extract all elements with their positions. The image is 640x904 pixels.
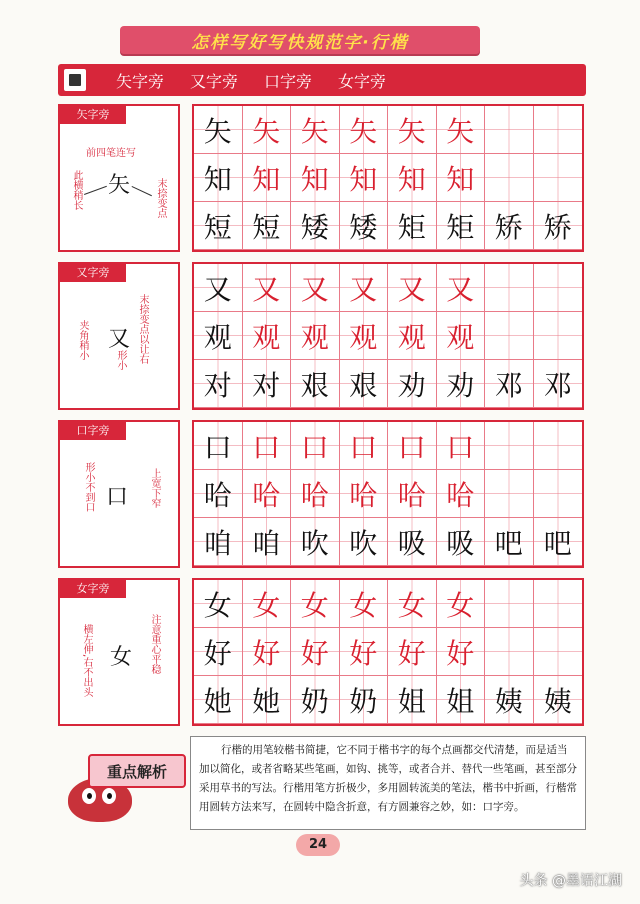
radical-label: 女字旁 bbox=[60, 580, 126, 598]
section-nv-radical bbox=[58, 578, 586, 726]
grid-cell: 邓 bbox=[534, 360, 583, 408]
leader-line bbox=[132, 186, 152, 196]
grid-cell: 她 bbox=[194, 676, 243, 724]
grid-cell bbox=[485, 628, 534, 676]
radical-note: 此横稍长 bbox=[71, 170, 82, 210]
grid-cell bbox=[485, 312, 534, 360]
grid-cell: 吧 bbox=[485, 518, 534, 566]
radical-note: 形小不到口 bbox=[83, 462, 94, 512]
grid-cell: 知 bbox=[194, 154, 243, 202]
grid-cell: 哈 bbox=[291, 470, 340, 518]
grid-cell: 知 bbox=[340, 154, 389, 202]
grid-cell: 矮 bbox=[340, 202, 389, 250]
radical-note: 末捺变点以让右 bbox=[137, 294, 148, 364]
grid-cell: 矢 bbox=[243, 106, 292, 154]
grid-cell: 吸 bbox=[388, 518, 437, 566]
grid-cell bbox=[534, 264, 583, 312]
square-bullet-icon bbox=[64, 69, 86, 91]
grid-cell bbox=[485, 154, 534, 202]
grid-cell: 咱 bbox=[194, 518, 243, 566]
section-you-radical bbox=[58, 262, 586, 410]
grid-cell: 好 bbox=[437, 628, 486, 676]
grid-cell: 艰 bbox=[291, 360, 340, 408]
radical-note: 形小 bbox=[115, 350, 126, 370]
grid-cell: 姐 bbox=[388, 676, 437, 724]
grid-cell: 咱 bbox=[243, 518, 292, 566]
grid-cell: 又 bbox=[388, 264, 437, 312]
grid-cell bbox=[534, 580, 583, 628]
radical-note: 横左伸,右不出头 bbox=[81, 624, 92, 698]
radical-example-char: 又 bbox=[108, 327, 131, 352]
grid-cell: 知 bbox=[437, 154, 486, 202]
grid-cell: 好 bbox=[388, 628, 437, 676]
grid-cell: 观 bbox=[194, 312, 243, 360]
grid-cell: 女 bbox=[340, 580, 389, 628]
grid-cell: 吹 bbox=[291, 518, 340, 566]
grid-cell: 姐 bbox=[437, 676, 486, 724]
grid-cell: 口 bbox=[437, 422, 486, 470]
grid-cell: 姨 bbox=[485, 676, 534, 724]
grid-cell bbox=[534, 106, 583, 154]
grid-cell: 好 bbox=[340, 628, 389, 676]
grid-cell bbox=[534, 154, 583, 202]
grid-cell: 矢 bbox=[291, 106, 340, 154]
key-points-badge bbox=[58, 740, 184, 830]
grid-cell bbox=[534, 628, 583, 676]
grid-cell bbox=[485, 470, 534, 518]
grid-cell: 劝 bbox=[388, 360, 437, 408]
grid-cell: 矫 bbox=[534, 202, 583, 250]
grid-cell bbox=[534, 470, 583, 518]
grid-cell: 劝 bbox=[437, 360, 486, 408]
grid-cell: 又 bbox=[291, 264, 340, 312]
practice-grid bbox=[192, 104, 584, 252]
grid-cell: 吸 bbox=[437, 518, 486, 566]
key-points-text: 行楷的用笔较楷书简捷，它不同于楷书字的每个点画都交代清楚，而是适当加以简化，或者省略某些笔画，如钩、挑等，或者合并、替代一些笔画，甚至部分采用草书的写法。行楷用笔方折极少，多用圆转流美的笔法，楷书中折画，行楷常用圆转方法来写，在圆转中隐含折意，有方圆兼容之妙，如：口字旁。 bbox=[190, 736, 586, 830]
grid-cell: 观 bbox=[388, 312, 437, 360]
leader-line bbox=[84, 186, 107, 195]
grid-cell: 知 bbox=[243, 154, 292, 202]
header-tab-2: 又字旁 bbox=[190, 71, 239, 91]
book-title-banner bbox=[120, 26, 480, 54]
grid-cell: 口 bbox=[291, 422, 340, 470]
radical-explanation-box bbox=[58, 262, 180, 410]
radical-label: 矢字旁 bbox=[60, 106, 126, 124]
grid-cell: 又 bbox=[437, 264, 486, 312]
grid-cell: 对 bbox=[243, 360, 292, 408]
grid-cell: 哈 bbox=[388, 470, 437, 518]
grid-cell: 对 bbox=[194, 360, 243, 408]
radical-explanation-box bbox=[58, 578, 180, 726]
grid-cell: 矢 bbox=[437, 106, 486, 154]
grid-cell: 口 bbox=[388, 422, 437, 470]
radical-note: 上宽下窄 bbox=[149, 468, 160, 508]
grid-cell: 观 bbox=[437, 312, 486, 360]
grid-cell: 短 bbox=[194, 202, 243, 250]
grid-cell: 矩 bbox=[388, 202, 437, 250]
grid-cell: 哈 bbox=[243, 470, 292, 518]
practice-grid bbox=[192, 262, 584, 410]
grid-cell: 观 bbox=[243, 312, 292, 360]
grid-cell: 女 bbox=[437, 580, 486, 628]
header-tab-1: 矢字旁 bbox=[116, 71, 165, 91]
grid-cell: 又 bbox=[243, 264, 292, 312]
grid-cell: 知 bbox=[291, 154, 340, 202]
grid-cell: 又 bbox=[194, 264, 243, 312]
grid-cell: 吧 bbox=[534, 518, 583, 566]
grid-cell: 好 bbox=[243, 628, 292, 676]
grid-cell: 女 bbox=[388, 580, 437, 628]
grid-cell: 矢 bbox=[194, 106, 243, 154]
radical-header-tabs bbox=[116, 69, 386, 92]
header-tab-4: 女字旁 bbox=[338, 71, 387, 91]
section-shi-radical bbox=[58, 104, 586, 252]
grid-cell: 口 bbox=[243, 422, 292, 470]
radical-note: 注意重心平稳 bbox=[149, 614, 160, 674]
radical-explanation-box bbox=[58, 420, 180, 568]
grid-cell: 女 bbox=[194, 580, 243, 628]
grid-cell: 哈 bbox=[194, 470, 243, 518]
grid-cell: 哈 bbox=[340, 470, 389, 518]
grid-cell bbox=[485, 106, 534, 154]
grid-cell: 邓 bbox=[485, 360, 534, 408]
grid-cell: 艰 bbox=[340, 360, 389, 408]
grid-cell: 吹 bbox=[340, 518, 389, 566]
radical-label: 又字旁 bbox=[60, 264, 126, 282]
radical-example-char: 口 bbox=[106, 485, 129, 510]
grid-cell: 观 bbox=[340, 312, 389, 360]
grid-cell: 矢 bbox=[340, 106, 389, 154]
grid-cell: 她 bbox=[243, 676, 292, 724]
grid-cell: 奶 bbox=[291, 676, 340, 724]
grid-cell: 口 bbox=[194, 422, 243, 470]
radical-note: 末捺变点 bbox=[155, 178, 166, 218]
grid-cell: 口 bbox=[340, 422, 389, 470]
grid-cell: 好 bbox=[194, 628, 243, 676]
section-kou-radical bbox=[58, 420, 586, 568]
grid-cell bbox=[534, 422, 583, 470]
radical-explanation-box bbox=[58, 104, 180, 252]
grid-cell: 矮 bbox=[291, 202, 340, 250]
watermark: 头条 @墨语江湖 bbox=[519, 873, 622, 889]
mascot-eye-icon bbox=[82, 788, 96, 804]
grid-cell: 女 bbox=[291, 580, 340, 628]
grid-cell: 观 bbox=[291, 312, 340, 360]
page-number: 24 bbox=[296, 834, 340, 856]
grid-cell: 好 bbox=[291, 628, 340, 676]
radical-note: 前四笔连写 bbox=[86, 148, 136, 159]
grid-cell: 姨 bbox=[534, 676, 583, 724]
radical-example-char: 矢 bbox=[108, 173, 131, 198]
grid-cell bbox=[485, 580, 534, 628]
header-tab-3: 口字旁 bbox=[264, 71, 313, 91]
grid-cell: 矩 bbox=[437, 202, 486, 250]
grid-cell bbox=[485, 422, 534, 470]
practice-grid bbox=[192, 420, 584, 568]
key-points-sign: 重点解析 bbox=[88, 754, 186, 788]
grid-cell: 矫 bbox=[485, 202, 534, 250]
grid-cell: 奶 bbox=[340, 676, 389, 724]
book-title: 怎样写好写快规范字·行楷 bbox=[191, 32, 409, 53]
grid-cell: 又 bbox=[340, 264, 389, 312]
practice-grid bbox=[192, 578, 584, 726]
grid-cell: 女 bbox=[243, 580, 292, 628]
grid-cell: 矢 bbox=[388, 106, 437, 154]
grid-cell bbox=[534, 312, 583, 360]
mascot-eye-icon bbox=[102, 788, 116, 804]
grid-cell: 哈 bbox=[437, 470, 486, 518]
radical-header-bar bbox=[58, 64, 586, 96]
radical-note: 夹角稍小 bbox=[77, 320, 88, 360]
grid-cell: 短 bbox=[243, 202, 292, 250]
grid-cell bbox=[485, 264, 534, 312]
grid-cell: 知 bbox=[388, 154, 437, 202]
radical-example-char: 女 bbox=[110, 645, 133, 670]
radical-label: 口字旁 bbox=[60, 422, 126, 440]
